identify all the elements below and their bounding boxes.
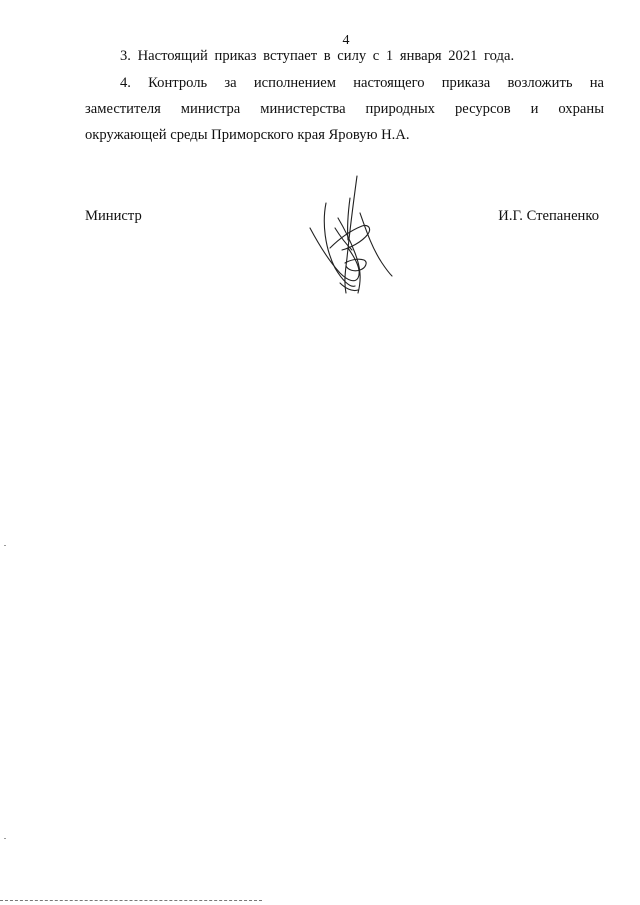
page-number: 4 (342, 33, 350, 48)
signatory-title: Министр (85, 208, 142, 224)
paragraph-4-line-3: окружающей среды Приморского края Яровую Н.А. (85, 127, 410, 143)
paragraph-4 (85, 70, 604, 148)
signatory-name: И.Г. Степаненко (498, 208, 599, 224)
paragraph-4-line-1: 4. Контроль за исполнением настоящего приказа возложить на (120, 75, 604, 91)
paragraph-3: 3. Настоящий приказ вступает в силу с 1 января 2021 года. (120, 48, 515, 64)
footer-rule (0, 900, 262, 901)
margin-mark (4, 545, 6, 546)
margin-mark (4, 838, 6, 839)
paragraph-4-line-2: заместителя министра министерства природных ресурсов и охраны (85, 101, 604, 117)
handwritten-signature (300, 168, 400, 308)
